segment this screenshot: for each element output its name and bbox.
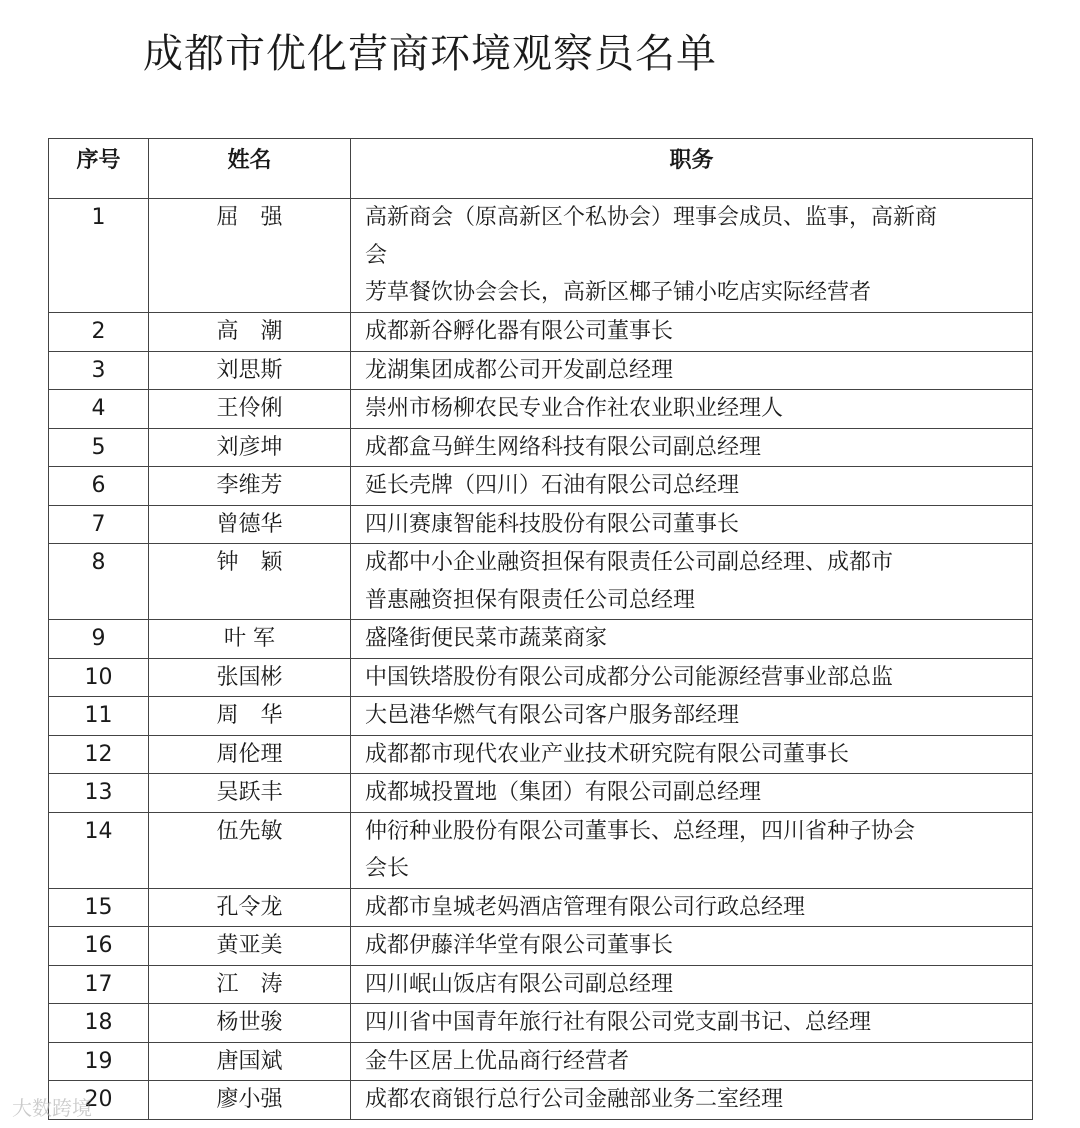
row-number: 8: [49, 544, 149, 620]
row-name: 曾德华: [149, 505, 351, 544]
table-row: [49, 351, 1033, 390]
row-name: 张国彬: [149, 658, 351, 697]
table-row: [49, 1081, 1033, 1120]
row-name: 周 华: [149, 697, 351, 736]
row-number: 20: [49, 1081, 149, 1120]
row-position: 盛隆街便民菜市蔬菜商家: [351, 620, 1033, 659]
row-position: 四川赛康智能科技股份有限公司董事长: [351, 505, 1033, 544]
row-number: 7: [49, 505, 149, 544]
table-row: [49, 390, 1033, 429]
table-row: [49, 888, 1033, 927]
row-position: 高新商会（原高新区个私协会）理事会成员、监事，高新商 会 芳草餐饮协会会长，高新区椰子铺小吃店实际经营者: [351, 199, 1033, 313]
row-position: 成都市皇城老妈酒店管理有限公司行政总经理: [351, 888, 1033, 927]
row-name: 屈 强: [149, 199, 351, 313]
row-position: 四川岷山饭店有限公司副总经理: [351, 965, 1033, 1004]
header-no: 序号: [49, 139, 149, 199]
row-number: 6: [49, 467, 149, 506]
row-name: 王伶俐: [149, 390, 351, 429]
row-position: 崇州市杨柳农民专业合作社农业职业经理人: [351, 390, 1033, 429]
row-position: 成都城投置地（集团）有限公司副总经理: [351, 774, 1033, 813]
table-row: [49, 697, 1033, 736]
page-title: 成都市优化营商环境观察员名单: [143, 31, 717, 77]
row-number: 4: [49, 390, 149, 429]
row-name: 周伦理: [149, 735, 351, 774]
row-name: 刘思斯: [149, 351, 351, 390]
row-number: 5: [49, 428, 149, 467]
table-row: [49, 544, 1033, 620]
table-row: [49, 965, 1033, 1004]
row-name: 杨世骏: [149, 1004, 351, 1043]
row-number: 16: [49, 927, 149, 966]
row-position: 金牛区居上优品商行经营者: [351, 1042, 1033, 1081]
header-position: 职务: [351, 139, 1033, 199]
row-position: 成都农商银行总行公司金融部业务二室经理: [351, 1081, 1033, 1120]
table-row: [49, 812, 1033, 888]
table-row: [49, 199, 1033, 313]
row-name: 高 潮: [149, 313, 351, 352]
table-row: [49, 658, 1033, 697]
row-name: 刘彦坤: [149, 428, 351, 467]
row-position: 中国铁塔股份有限公司成都分公司能源经营事业部总监: [351, 658, 1033, 697]
table-row: [49, 620, 1033, 659]
row-number: 11: [49, 697, 149, 736]
row-number: 3: [49, 351, 149, 390]
table-row: [49, 428, 1033, 467]
row-name: 吴跃丰: [149, 774, 351, 813]
row-name: 李维芳: [149, 467, 351, 506]
row-name: 孔令龙: [149, 888, 351, 927]
row-number: 14: [49, 812, 149, 888]
row-position: 成都中小企业融资担保有限责任公司副总经理、成都市 普惠融资担保有限责任公司总经理: [351, 544, 1033, 620]
table-row: [49, 735, 1033, 774]
row-number: 19: [49, 1042, 149, 1081]
table-row: [49, 927, 1033, 966]
table-header-row: [49, 139, 1033, 199]
table-row: [49, 1042, 1033, 1081]
row-number: 12: [49, 735, 149, 774]
row-name: 叶 军: [149, 620, 351, 659]
table-row: [49, 467, 1033, 506]
row-number: 15: [49, 888, 149, 927]
row-name: 唐国斌: [149, 1042, 351, 1081]
row-name: 伍先敏: [149, 812, 351, 888]
row-number: 18: [49, 1004, 149, 1043]
row-position: 成都盒马鲜生网络科技有限公司副总经理: [351, 428, 1033, 467]
row-position: 仲衍种业股份有限公司董事长、总经理，四川省种子协会 会长: [351, 812, 1033, 888]
table-row: [49, 1004, 1033, 1043]
row-position: 龙湖集团成都公司开发副总经理: [351, 351, 1033, 390]
row-name: 廖小强: [149, 1081, 351, 1120]
row-number: 10: [49, 658, 149, 697]
row-name: 江 涛: [149, 965, 351, 1004]
row-position: 成都新谷孵化器有限公司董事长: [351, 313, 1033, 352]
table-row: [49, 505, 1033, 544]
row-number: 2: [49, 313, 149, 352]
header-name: 姓名: [149, 139, 351, 199]
row-position: 成都都市现代农业产业技术研究院有限公司董事长: [351, 735, 1033, 774]
row-number: 13: [49, 774, 149, 813]
row-number: 17: [49, 965, 149, 1004]
row-number: 1: [49, 199, 149, 313]
row-position: 延长壳牌（四川）石油有限公司总经理: [351, 467, 1033, 506]
table-row: [49, 774, 1033, 813]
row-position: 四川省中国青年旅行社有限公司党支副书记、总经理: [351, 1004, 1033, 1043]
row-number: 9: [49, 620, 149, 659]
row-position: 成都伊藤洋华堂有限公司董事长: [351, 927, 1033, 966]
row-name: 钟 颖: [149, 544, 351, 620]
table-row: [49, 313, 1033, 352]
watermark: 大数跨境: [12, 1096, 92, 1120]
observer-list-table: [48, 138, 1033, 1120]
row-position: 大邑港华燃气有限公司客户服务部经理: [351, 697, 1033, 736]
row-name: 黄亚美: [149, 927, 351, 966]
